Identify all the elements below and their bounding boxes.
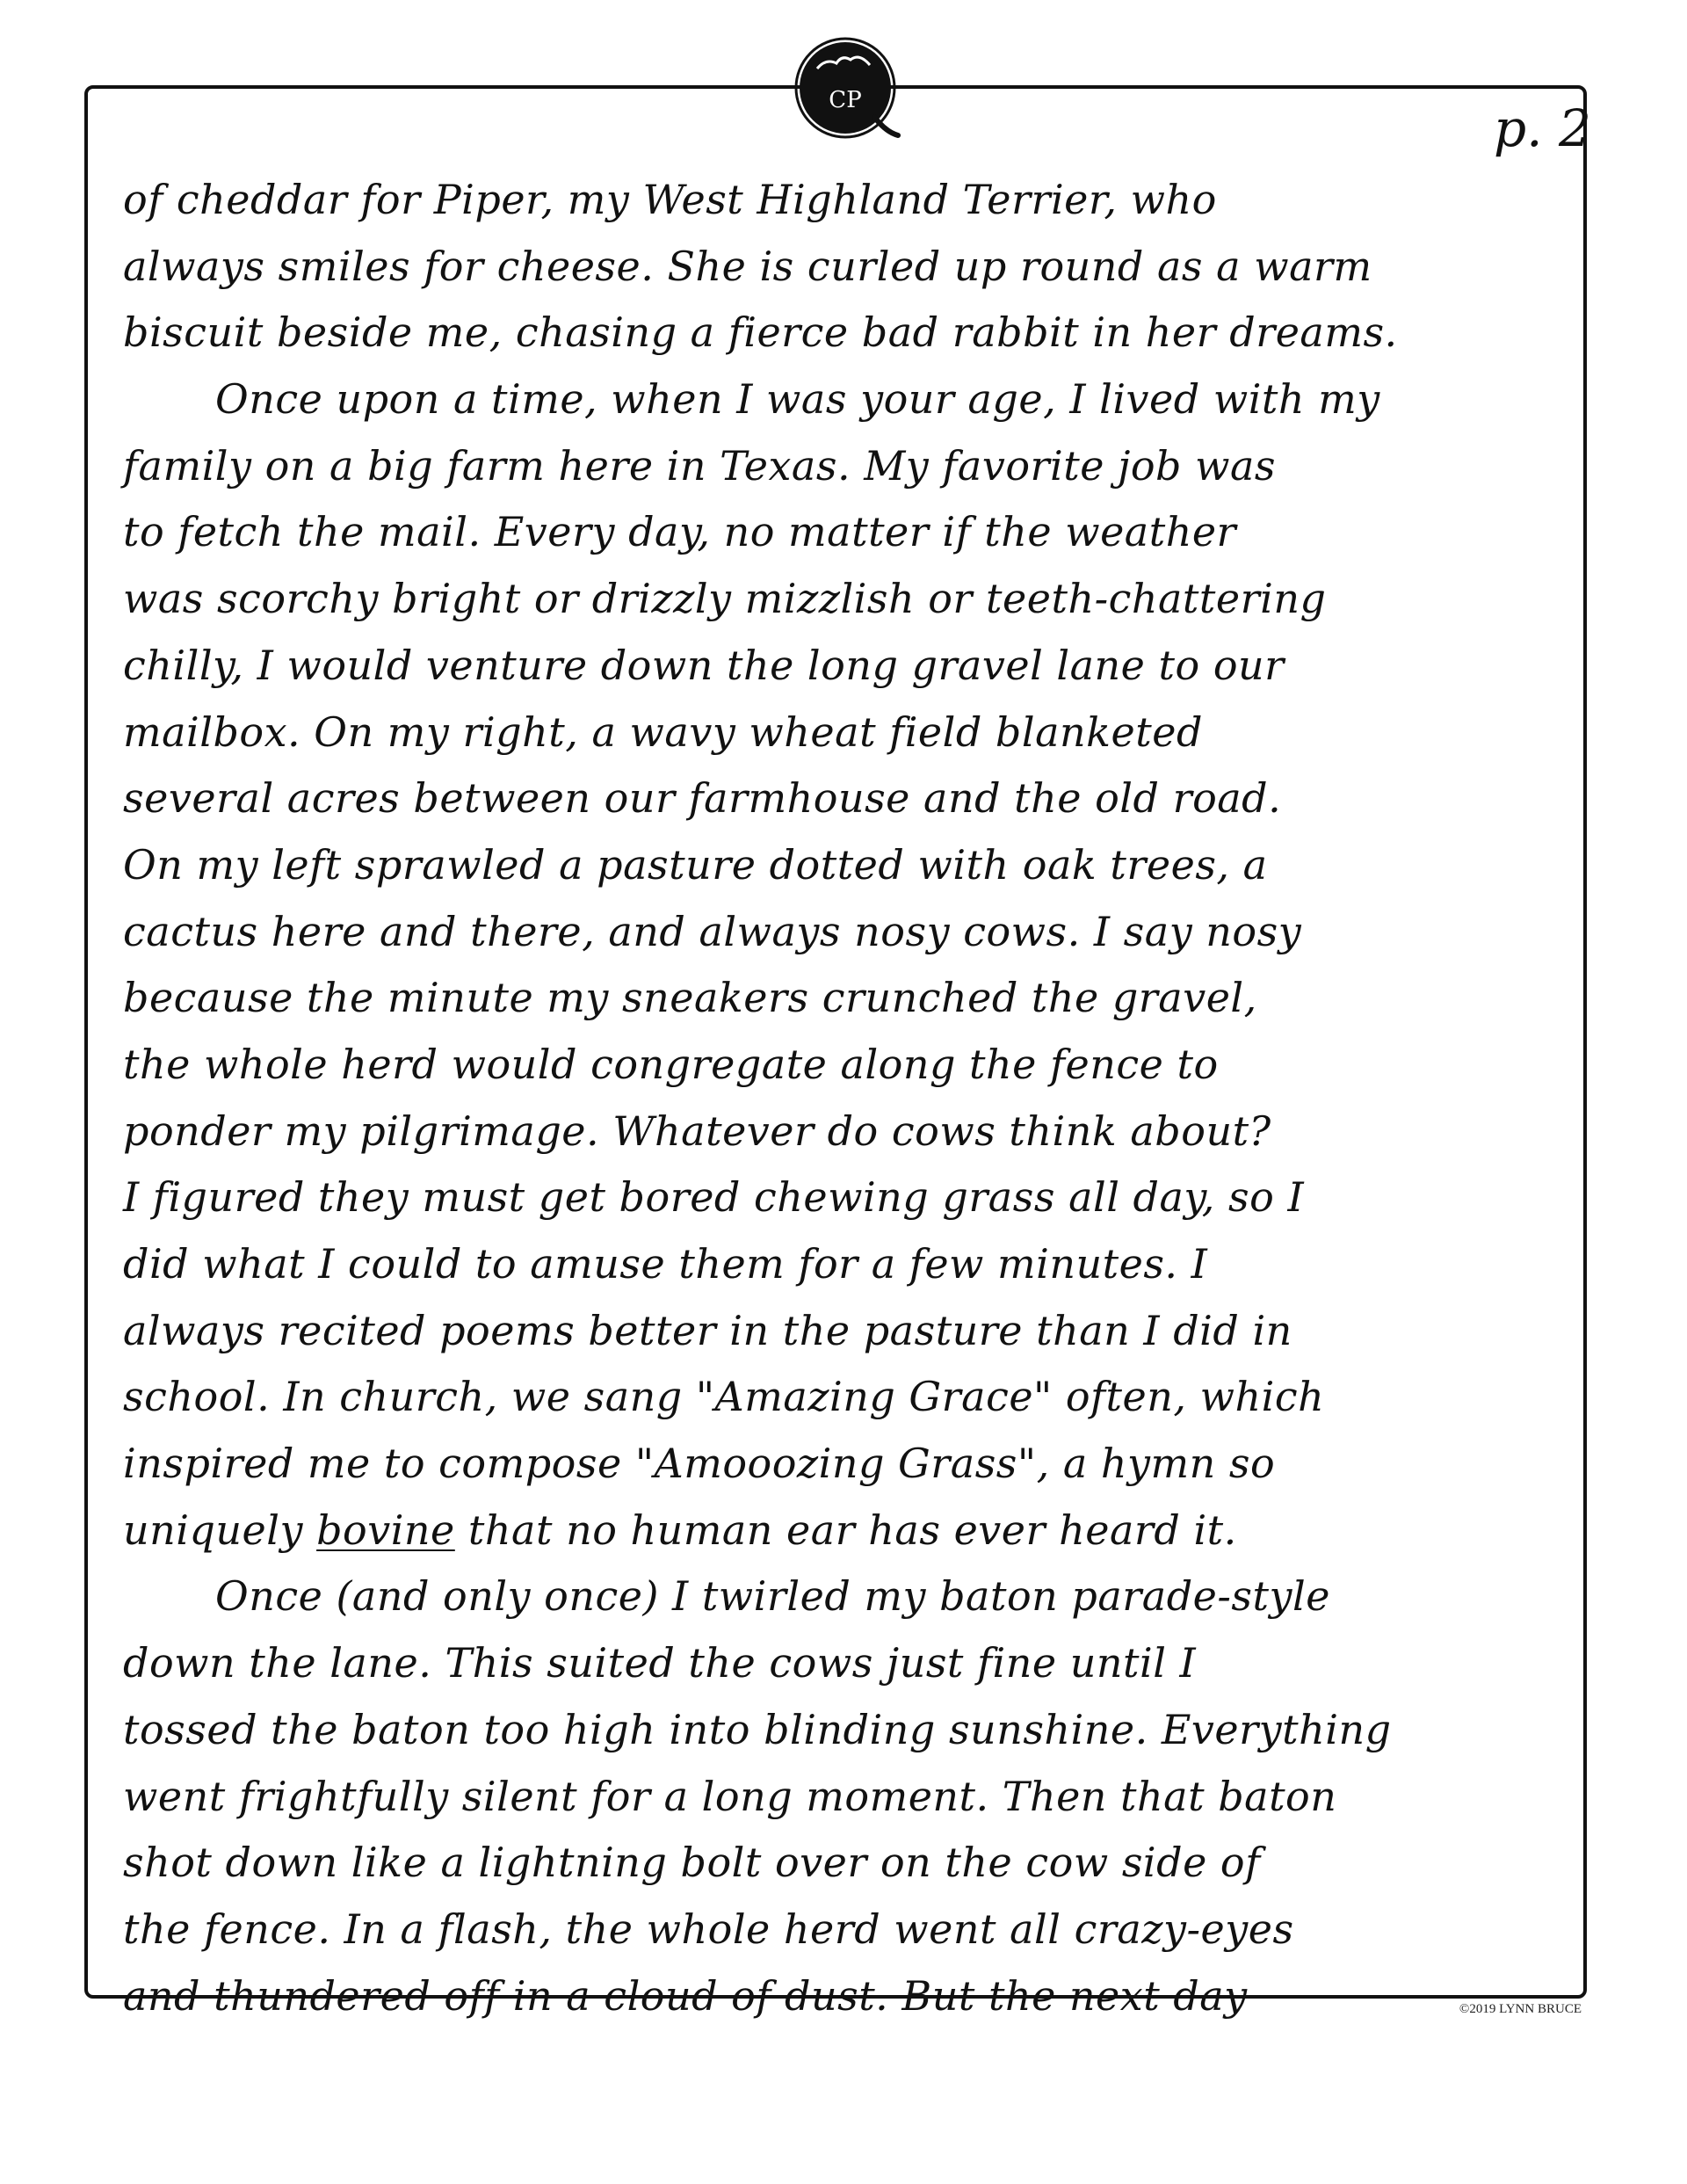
letter-line xyxy=(123,1764,1564,1831)
underlined-word: bovine xyxy=(316,1506,455,1554)
line-text: Once upon a time, when I was your age, I lived with my xyxy=(215,375,1380,424)
letter-line xyxy=(123,765,1564,832)
line-text: to fetch the mail. Every day, no matter if the weather xyxy=(123,508,1237,556)
line-text: family on a big farm here in Texas. My favorite job was xyxy=(123,441,1276,490)
line-text: Once (and only once) I twirled my baton parade-style xyxy=(215,1572,1330,1621)
line-text: I figured they must get bored chewing grass all day, so I xyxy=(123,1173,1305,1222)
letter-line xyxy=(123,1165,1564,1231)
letter-line xyxy=(123,1963,1564,2030)
line-text: chilly, I would venture down the long gravel lane to our xyxy=(123,641,1285,689)
letter-line xyxy=(123,1697,1564,1764)
line-text: always recited poems better in the pasture than I did in xyxy=(123,1306,1292,1354)
line-text: the whole herd would congregate along the fence to xyxy=(123,1040,1219,1088)
letter-line xyxy=(123,499,1564,566)
handwritten-letter xyxy=(123,167,1564,2029)
letter-line xyxy=(123,1498,1564,1564)
letter-line xyxy=(123,633,1564,700)
line-text: inspired me to compose "Amooozing Grass", a hymn so xyxy=(123,1440,1276,1488)
line-text: always smiles for cheese. She is curled up round as a warm xyxy=(123,242,1372,290)
line-text: of cheddar for Piper, my West Highland Terrier, who xyxy=(123,176,1217,223)
line-text: was scorchy bright or drizzly mizzlish or teeth-chattering xyxy=(123,575,1327,623)
letter-line xyxy=(123,366,1564,433)
letter-line xyxy=(123,1564,1564,1630)
line-text: several acres between our farmhouse and the old road. xyxy=(123,774,1282,823)
line-text: ponder my pilgrimage. Whatever do cows think about? xyxy=(123,1107,1271,1155)
line-text: and thundered off in a cloud of dust. But the next day xyxy=(123,1971,1248,2020)
letter-line xyxy=(123,1032,1564,1099)
letter-line xyxy=(123,1431,1564,1498)
line-text: down the lane. This suited the cows just fine until I xyxy=(123,1639,1197,1687)
letter-line xyxy=(123,1897,1564,1963)
line-text: mailbox. On my right, a wavy wheat field blanketed xyxy=(123,707,1203,756)
line-text-continued: that no human ear has ever heard it. xyxy=(454,1506,1237,1554)
line-text: did what I could to amuse them for a few minutes. I xyxy=(123,1240,1208,1288)
letter-line xyxy=(123,1630,1564,1697)
letter-line xyxy=(123,1298,1564,1365)
line-text: shot down like a lightning bolt over on the cow side of xyxy=(123,1839,1261,1887)
cp-quill-logo-icon xyxy=(791,33,903,146)
line-text: because the minute my sneakers crunched the gravel, xyxy=(123,974,1257,1022)
line-text: went frightfully silent for a long moment. Then that baton xyxy=(123,1772,1337,1820)
page-number: p. 2 xyxy=(1494,98,1591,158)
letter-line xyxy=(123,965,1564,1032)
letter-line xyxy=(123,1231,1564,1298)
line-text: On my left sprawled a pasture dotted with oak trees, a xyxy=(123,840,1268,889)
letter-line xyxy=(123,1364,1564,1431)
line-text: the fence. In a flash, the whole herd went all crazy-eyes xyxy=(123,1905,1294,1953)
logo-text: CP xyxy=(829,87,862,113)
letter-line xyxy=(123,832,1564,899)
letter-line xyxy=(123,1830,1564,1897)
line-text: tossed the baton too high into blinding sunshine. Everything xyxy=(123,1705,1392,1753)
letter-line xyxy=(123,167,1564,234)
line-text: uniquely xyxy=(123,1506,317,1554)
letter-line xyxy=(123,899,1564,966)
letter-line xyxy=(123,566,1564,633)
letter-line xyxy=(123,1099,1564,1165)
letter-line xyxy=(123,700,1564,766)
line-text: biscuit beside me, chasing a fierce bad rabbit in her dreams. xyxy=(123,308,1398,357)
line-text: school. In church, we sang "Amazing Grace" often, which xyxy=(123,1373,1325,1421)
line-text: cactus here and there, and always nosy cows. I say nosy xyxy=(123,907,1302,955)
letter-line xyxy=(123,300,1564,366)
letter-line xyxy=(123,433,1564,500)
copyright-notice: ©2019 LYNN BRUCE xyxy=(1459,2002,1582,2016)
letter-line xyxy=(123,234,1564,301)
